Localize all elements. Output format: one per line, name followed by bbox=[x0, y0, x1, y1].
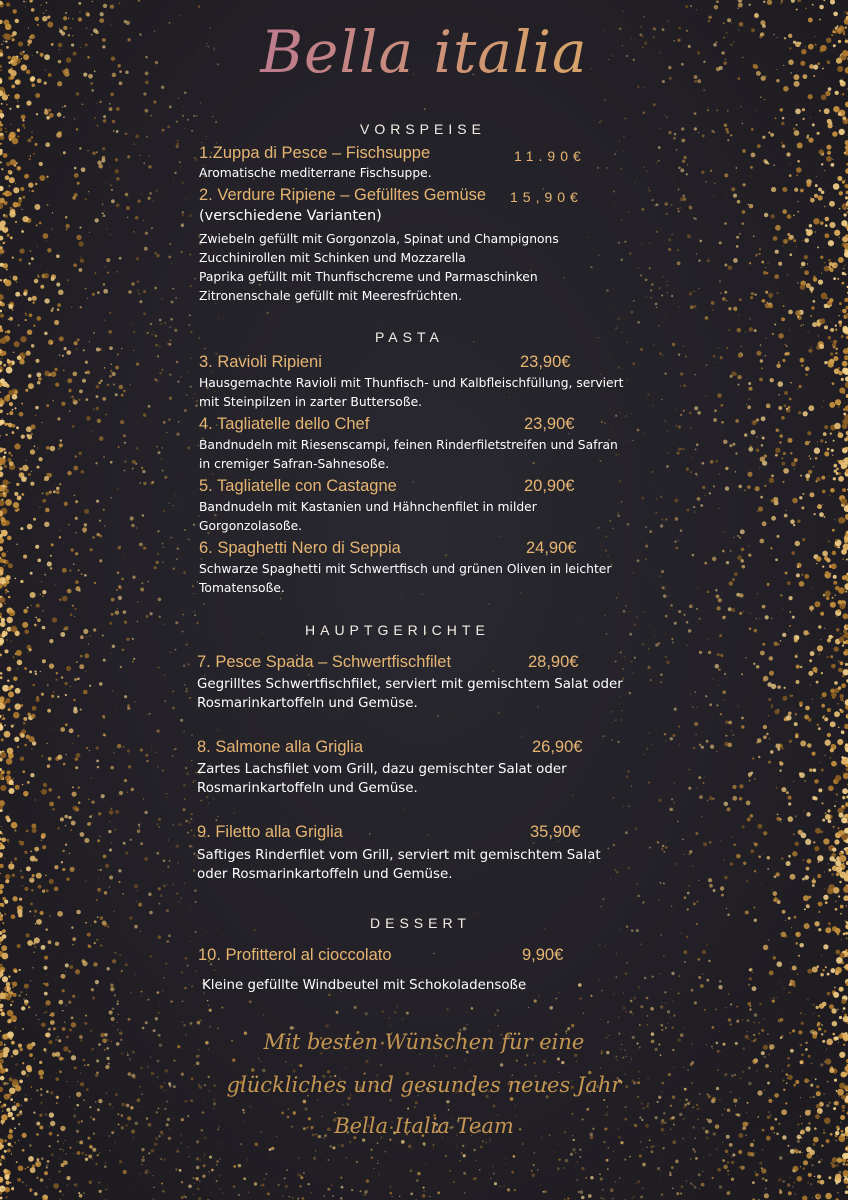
menu-item-name: 9. Filetto alla Griglia bbox=[197, 823, 343, 841]
menu-item-description: in cremiger Safran-Sahnesoße. bbox=[199, 457, 390, 471]
menu-item-name: 3. Ravioli Ripieni bbox=[199, 353, 322, 371]
closing-signature: Bella Italia Team bbox=[334, 1114, 514, 1138]
menu-item-name: 7. Pesce Spada – Schwertfischfilet bbox=[197, 653, 452, 671]
menu-item-description: Bandnudeln mit Kastanien und Hähnchenfilet in milder bbox=[199, 500, 537, 514]
closing-greeting-line: glückliches und gesundes neues Jahr bbox=[226, 1073, 622, 1097]
menu-item-name: 2. Verdure Ripiene – Gefülltes Gemüse bbox=[199, 186, 487, 204]
menu-item-description: Bandnudeln mit Riesenscampi, feinen Rinderfiletstreifen und Safran bbox=[199, 438, 618, 452]
menu-item-description: Zwiebeln gefüllt mit Gorgonzola, Spinat und Champignons bbox=[199, 232, 559, 246]
section-title-pasta: PASTA bbox=[375, 329, 444, 345]
menu-item-description: Zucchinirollen mit Schinken und Mozzarella bbox=[199, 251, 466, 265]
menu-item-price: 20,90€ bbox=[524, 477, 575, 495]
menu-item-description: Rosmarinkartoffeln und Gemüse. bbox=[197, 696, 418, 711]
menu-item-price: 9,90€ bbox=[522, 946, 564, 964]
menu-item-description: Zitronenschale gefüllt mit Meeresfrüchten. bbox=[199, 289, 463, 303]
closing-greeting-line: Mit besten Wünschen für eine bbox=[263, 1030, 585, 1054]
menu-item-price: 28,90€ bbox=[528, 653, 579, 671]
menu-item-price: 26,90€ bbox=[532, 738, 583, 756]
menu-item-name: 4. Tagliatelle dello Chef bbox=[199, 415, 370, 433]
menu-item-description: Gegrilltes Schwertfischfilet, serviert mit gemischtem Salat oder bbox=[197, 677, 623, 692]
menu-item-description: oder Rosmarinkartoffeln und Gemüse. bbox=[197, 867, 453, 882]
menu-item-subtitle: (verschiedene Varianten) bbox=[199, 208, 382, 224]
section-title-dessert: DESSERT bbox=[370, 915, 471, 931]
menu-item-price: 23,90€ bbox=[520, 353, 571, 371]
menu-item-description: Paprika gefüllt mit Thunfischcreme und Parmaschinken bbox=[199, 270, 538, 284]
menu-item-price: 35,90€ bbox=[530, 823, 581, 841]
menu-item-description: Kleine gefüllte Windbeutel mit Schokoladensoße bbox=[202, 978, 527, 993]
menu-item-description: Saftiges Rinderfilet vom Grill, serviert mit gemischtem Salat bbox=[197, 848, 601, 863]
menu-item-description: Gorgonzolasoße. bbox=[199, 519, 303, 533]
menu-item-name: 1.Zuppa di Pesce – Fischsuppe bbox=[199, 144, 431, 162]
menu-item-description: Aromatische mediterrane Fischsuppe. bbox=[199, 166, 432, 180]
menu-item-description: Rosmarinkartoffeln und Gemüse. bbox=[197, 781, 418, 796]
section-title-vorspeise: VORSPEISE bbox=[360, 121, 486, 137]
menu-item-description: Zartes Lachsfilet vom Grill, dazu gemischter Salat oder bbox=[197, 762, 567, 777]
menu-item-price: 24,90€ bbox=[526, 539, 577, 557]
menu-item-price: 15,90€ bbox=[510, 189, 583, 205]
menu-item-price: 11.90€ bbox=[514, 148, 586, 164]
menu-item-description: Hausgemachte Ravioli mit Thunfisch- und Kalbfleischfüllung, serviert bbox=[199, 376, 624, 390]
menu-item-description: mit Steinpilzen in zarter Buttersoße. bbox=[199, 395, 423, 409]
menu-item-name: 6. Spaghetti Nero di Seppia bbox=[199, 539, 401, 557]
restaurant-title: Bella italia bbox=[0, 18, 848, 86]
menu-item-price: 23,90€ bbox=[524, 415, 575, 433]
section-title-hauptgerichte: HAUPTGERICHTE bbox=[305, 622, 490, 638]
menu-item-name: 10. Profitterol al cioccolato bbox=[198, 946, 392, 964]
menu-item-name: 8. Salmone alla Griglia bbox=[197, 738, 363, 756]
menu-item-description: Tomatensoße. bbox=[199, 581, 285, 595]
menu-item-name: 5. Tagliatelle con Castagne bbox=[199, 477, 397, 495]
menu-item-description: Schwarze Spaghetti mit Schwertfisch und grünen Oliven in leichter bbox=[199, 562, 612, 576]
